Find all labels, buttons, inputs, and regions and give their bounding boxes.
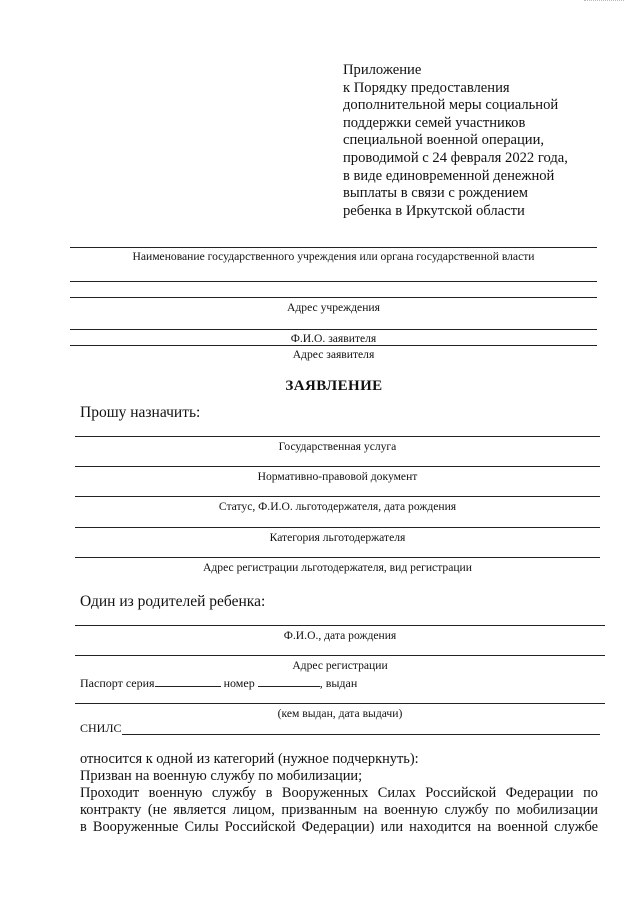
beneficiary-address-caption: Адрес регистрации льготодержателя, вид регистрации — [203, 561, 472, 574]
applicant-address-caption: Адрес заявителя — [292, 348, 375, 361]
regulation-field[interactable] — [75, 466, 600, 467]
appendix-line: проводимой с 24 февраля 2022 года, — [343, 149, 568, 166]
appendix-line: к Порядку предоставления — [343, 79, 510, 96]
passport-issued-by-field[interactable] — [75, 703, 605, 704]
parent-address-caption: Адрес регистрации — [292, 659, 388, 672]
scan-mark — [584, 0, 624, 3]
appendix-line: в виде единовременной денежной — [343, 167, 555, 184]
parent-intro: Один из родителей ребенка: — [80, 593, 266, 610]
passport-series-field[interactable] — [155, 675, 221, 687]
passport-issued-label: , выдан — [319, 676, 358, 690]
parent-name-field[interactable] — [75, 625, 605, 626]
institution-name-field[interactable] — [70, 247, 597, 248]
categories-intro: относится к одной из категорий (нужное подчеркнуть): — [80, 751, 419, 767]
category-contract-line: в Вооруженные Силы Российской Федерации) или находится на военной службе — [80, 819, 598, 835]
appendix-line: специальной военной операции, — [343, 132, 545, 149]
passport-number-label: номер — [223, 676, 255, 690]
beneficiary-address-field[interactable] — [75, 557, 600, 558]
applicant-name-field[interactable] — [70, 329, 597, 330]
beneficiary-status-field[interactable] — [75, 496, 600, 497]
passport-issued-by-caption: (кем выдан, дата выдачи) — [277, 707, 403, 720]
appendix-line: ребенка в Иркутской области — [343, 202, 525, 219]
appendix-line: поддержки семей участников — [343, 114, 526, 131]
appendix-line: Приложение — [343, 62, 422, 78]
beneficiary-status-caption: Статус, Ф.И.О. льготодержателя, дата рождения — [218, 500, 457, 513]
category-contract-line: контракту (не является лицом, призванным на военную службу по мобилизации — [80, 802, 598, 818]
service-caption: Государственная услуга — [278, 440, 397, 453]
parent-address-field[interactable] — [75, 655, 605, 656]
appendix-block — [343, 62, 568, 220]
snils-field[interactable] — [122, 734, 600, 735]
regulation-caption: Нормативно-правовой документ — [257, 470, 418, 483]
request-intro: Прошу назначить: — [80, 404, 201, 421]
institution-address-caption: Адрес учреждения — [287, 301, 380, 314]
institution-name-caption: Наименование государственного учреждения или органа государственной власти — [132, 250, 535, 263]
snils-label: СНИЛС — [80, 721, 122, 735]
institution-extra-line[interactable] — [70, 281, 597, 282]
category-mobilized: Призван на военную службу по мобилизации; — [80, 768, 363, 784]
passport-row — [80, 675, 357, 691]
applicant-name-caption: Ф.И.О. заявителя — [290, 332, 377, 345]
beneficiary-category-caption: Категория льготодержателя — [269, 531, 406, 544]
parent-name-caption: Ф.И.О., дата рождения — [283, 629, 397, 642]
beneficiary-category-field[interactable] — [75, 527, 600, 528]
applicant-address-field[interactable] — [70, 345, 597, 346]
passport-number-field[interactable] — [258, 675, 320, 687]
document-title: ЗАЯВЛЕНИЕ — [285, 378, 383, 394]
service-field[interactable] — [75, 436, 600, 437]
appendix-line: дополнительной меры социальной — [343, 97, 559, 114]
category-contract-line: Проходит военную службу в Вооруженных Силах Российской Федерации по — [80, 785, 598, 801]
institution-address-field[interactable] — [70, 297, 597, 298]
appendix-line: выплаты в связи с рождением — [343, 185, 529, 202]
passport-series-label: Паспорт серия — [80, 676, 155, 690]
